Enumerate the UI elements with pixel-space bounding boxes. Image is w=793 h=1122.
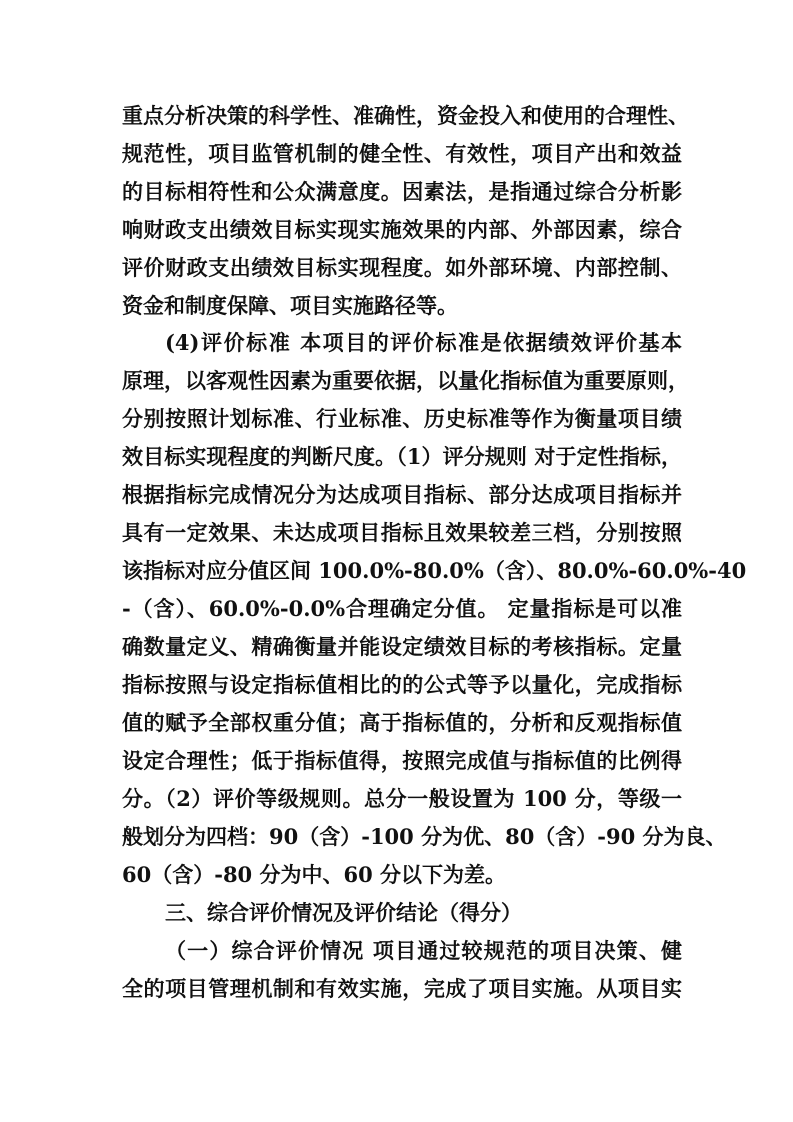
section-heading-line: 三、综合评价情况及评价结论（得分） [165,900,522,925]
paragraph-line: 般划分为四档：90（含）-100 分为优、80（含）-90 分为良、 [122,824,727,849]
paragraph-line: 评价财政支出绩效目标实现程度。如外部环境、内部控制、 [122,255,682,280]
paragraph-line: 的目标相符性和公众满意度。因素法，是指通过综合分析影 [122,179,682,204]
paragraph-line: 规范性，项目监管机制的健全性、有效性，项目产出和效益 [122,141,682,166]
paragraph-line: -（含）、60.0%-0.0%合理确定分值。 定量指标是可以准 [122,596,682,621]
paragraph-line: 效目标实现程度的判断尺度。（1）评分规则 对于定性指标， [122,444,682,469]
paragraph-line: 设定合理性；低于指标值得，按照完成值与指标值的比例得 [122,748,682,773]
paragraph-line: 具有一定效果、未达成项目指标且效果较差三档，分别按照 [122,520,682,545]
paragraph-line: 响财政支出绩效目标实现实施效果的内部、外部因素，综合 [122,217,682,242]
paragraph-line: 全的项目管理机制和有效实施，完成了项目实施。从项目实 [122,976,682,1001]
section-heading-line: (4)评价标准 本项目的评价标准是依据绩效评价基本 [165,330,682,355]
paragraph-line: 重点分析决策的科学性、准确性，资金投入和使用的合理性、 [122,103,689,128]
paragraph-line: 分别按照计划标准、行业标准、历史标准等作为衡量项目绩 [122,406,682,431]
paragraph-line: 60（含）-80 分为中、60 分以下为差。 [122,862,507,887]
paragraph-line: 分。（2）评价等级规则。总分一般设置为 100 分，等级一 [122,786,682,811]
paragraph-line: 根据指标完成情况分为达成项目指标、部分达成项目指标并 [122,482,682,507]
paragraph-line: 该指标对应分值区间 100.0%-80.0%（含）、80.0%-60.0%-40 [122,558,747,583]
paragraph-line: 资金和制度保障、项目实施路径等。 [122,293,458,318]
paragraph-line: 原理，以客观性因素为重要依据，以量化指标值为重要原则， [122,368,689,393]
paragraph-line: 值的赋予全部权重分值；高于指标值的，分析和反观指标值 [122,710,682,735]
paragraph-line: 指标按照与设定指标值相比的的公式等予以量化，完成指标 [122,672,682,697]
subsection-heading-line: （一）综合评价情况 项目通过较规范的项目决策、健 [165,938,682,963]
paragraph-line: 确数量定义、精确衡量并能设定绩效目标的考核指标。定量 [122,634,682,659]
